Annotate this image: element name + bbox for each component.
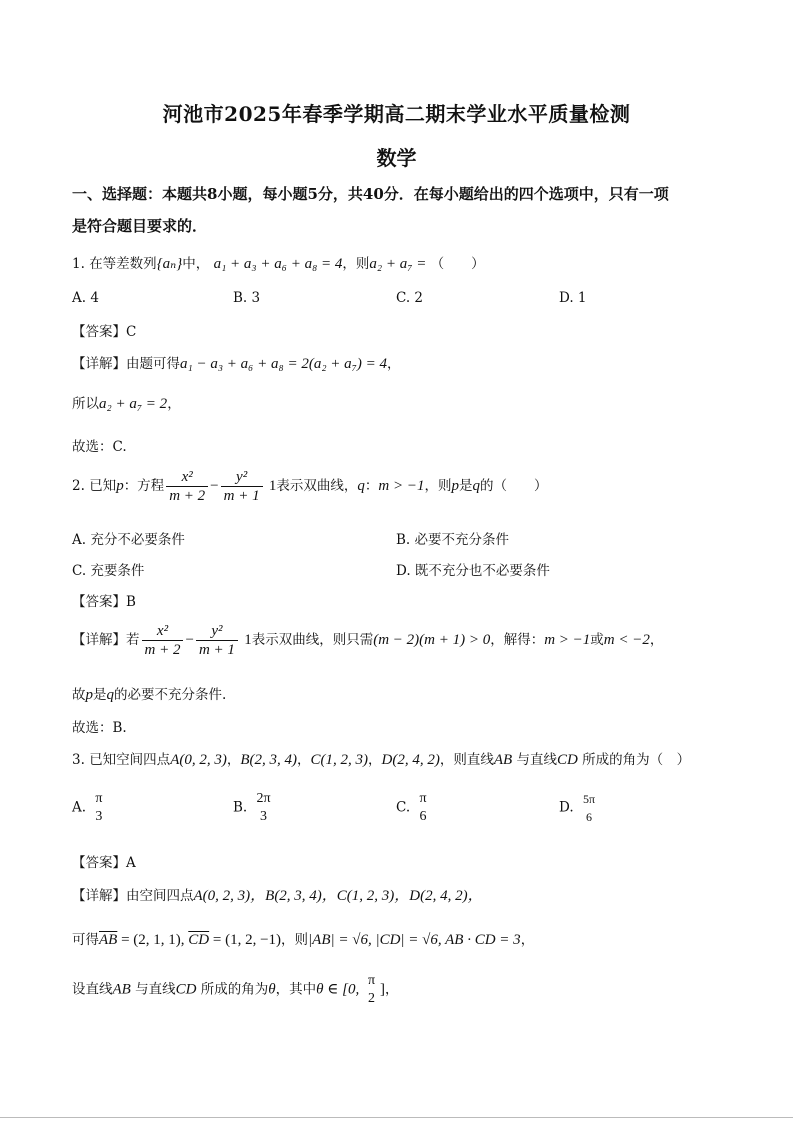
vector-ab: $\overline{AB}$ bbox=[99, 932, 118, 948]
so-formula: a₂ + a₇ = 2 bbox=[99, 396, 168, 412]
point-c: C(1, 2, 3) bbox=[310, 752, 368, 768]
q1-so: 所以a₂ + a₇ = 2， bbox=[72, 396, 181, 412]
q1-choose: 故选：C. bbox=[72, 439, 127, 455]
q3-option-b: B. 2π 3 bbox=[233, 791, 271, 824]
point-d: D(2, 4, 2) bbox=[381, 752, 440, 768]
question-number: 2. bbox=[72, 478, 85, 494]
question-number: 1. bbox=[72, 256, 85, 272]
q1-option-d: D. 1 bbox=[559, 290, 587, 306]
question-number: 3. bbox=[72, 752, 85, 768]
detail-formula: a₁ − a₃ + a₆ + a₈ = 2(a₂ + a₇) = 4 bbox=[180, 356, 388, 372]
stem-text: 在等差数列 bbox=[89, 256, 157, 272]
subject-title: 数学 bbox=[376, 146, 417, 170]
question-1-stem: 1. 在等差数列{aₙ}中， a₁ + a₃ + a₆ + a₈ = 4，则a₂ + a₇ = （ ） bbox=[72, 256, 485, 272]
vector-magnitudes: |AB| = √6, |CD| = √6, AB · CD = 3 bbox=[308, 932, 521, 948]
question-3-stem: 3. 已知空间四点A(0, 2, 3)，B(2, 3, 4)，C(1, 2, 3)，D(2, 4, 2)，则直线AB 与直线CD 所成的角为（ ） bbox=[72, 752, 691, 768]
q2-option-c: C. 充要条件 bbox=[72, 563, 145, 579]
q2-detail: 【详解】若 $\frac{\text{x²}}{m + 2}$ − $\frac{\text{y²}}{m + 1}$ 1表示双曲线，则只需(m − 2)(m + 1) > 0，解得：m > −1或m < −2， bbox=[72, 623, 664, 658]
ask-formula: a₂ + a₇ = bbox=[369, 256, 427, 272]
q2-option-a: A. 充分不必要条件 bbox=[72, 532, 185, 548]
q3-option-d: D. 5π 6 bbox=[559, 792, 595, 824]
q1-option-c: C. 2 bbox=[396, 290, 424, 306]
q1-option-a: A. 4 bbox=[72, 290, 99, 306]
answer-paren: （ ） bbox=[430, 256, 485, 272]
q3-detail: 【详解】由空间四点A(0, 2, 3)，B(2, 3, 4)，C(1, 2, 3)，D(2, 4, 2)， bbox=[72, 888, 483, 904]
page-bottom-border bbox=[0, 1117, 793, 1118]
q2-choose: 故选：B. bbox=[72, 720, 127, 736]
point-a: A(0, 2, 3) bbox=[170, 752, 227, 768]
q3-option-a: A. π 3 bbox=[72, 791, 103, 824]
point-b: B(2, 3, 4) bbox=[240, 752, 297, 768]
q2-conclusion: 故p是q的必要不充分条件. bbox=[72, 687, 227, 703]
fraction-x2: $\frac{\text{x²}}{m + 2}$ bbox=[166, 468, 208, 505]
vector-cd: $\overline{CD}$ bbox=[188, 932, 210, 948]
q3-angle: 设直线AB 与直线CD 所成的角为θ，其中θ ∈ [0, π 2 ]， bbox=[72, 973, 399, 1006]
sequence-symbol: {aₙ} bbox=[156, 256, 183, 272]
q3-answer: 【答案】A bbox=[72, 855, 136, 871]
q2-option-d: D. 既不充分也不必要条件 bbox=[396, 563, 550, 579]
q3-option-c: C. π 6 bbox=[396, 791, 427, 824]
q2-answer: 【答案】B bbox=[72, 594, 136, 610]
fraction-x2: $\frac{\text{x²}}{m + 2}$ bbox=[142, 622, 184, 659]
section-line-1: 一、选择题：本题共8小题，每小题5分，共40分．在每小题给出的四个选项中，只有一项 bbox=[72, 185, 669, 203]
q1-detail: 【详解】由题可得a₁ − a₃ + a₆ + a₈ = 2(a₂ + a₇) = 4， bbox=[72, 356, 401, 372]
question-2-stem: 2. 已知p：方程 $\frac{\text{x²}}{m + 2}$ − $\frac{\text{y²}}{m + 1}$ 1表示双曲线，q：m > −1，则p是q的（ ） bbox=[72, 469, 548, 504]
section-heading bbox=[72, 178, 732, 242]
section-line-2: 是符合题目要求的． bbox=[72, 217, 208, 235]
fraction-y2: $\frac{\text{y²}}{m + 1}$ bbox=[221, 468, 263, 505]
q1-answer: 【答案】C bbox=[72, 324, 137, 340]
q2-option-b: B. 必要不充分条件 bbox=[396, 532, 510, 548]
q3-vectors: 可得$\overline{AB} = (2$, 1, 1), $\overline{CD} = (1$, 2, −1)，则|AB| = √6, |CD| = √6, AB · CD = 3， bbox=[72, 932, 535, 948]
q1-option-b: B. 3 bbox=[233, 290, 261, 306]
fraction-y2: $\frac{\text{y²}}{m + 1}$ bbox=[196, 622, 238, 659]
page-title: 河池市2025年春季学期高二期末学业水平质量检测 bbox=[162, 102, 631, 126]
condition-formula: a₁ + a₃ + a₆ + a₈ = 4 bbox=[213, 256, 343, 272]
